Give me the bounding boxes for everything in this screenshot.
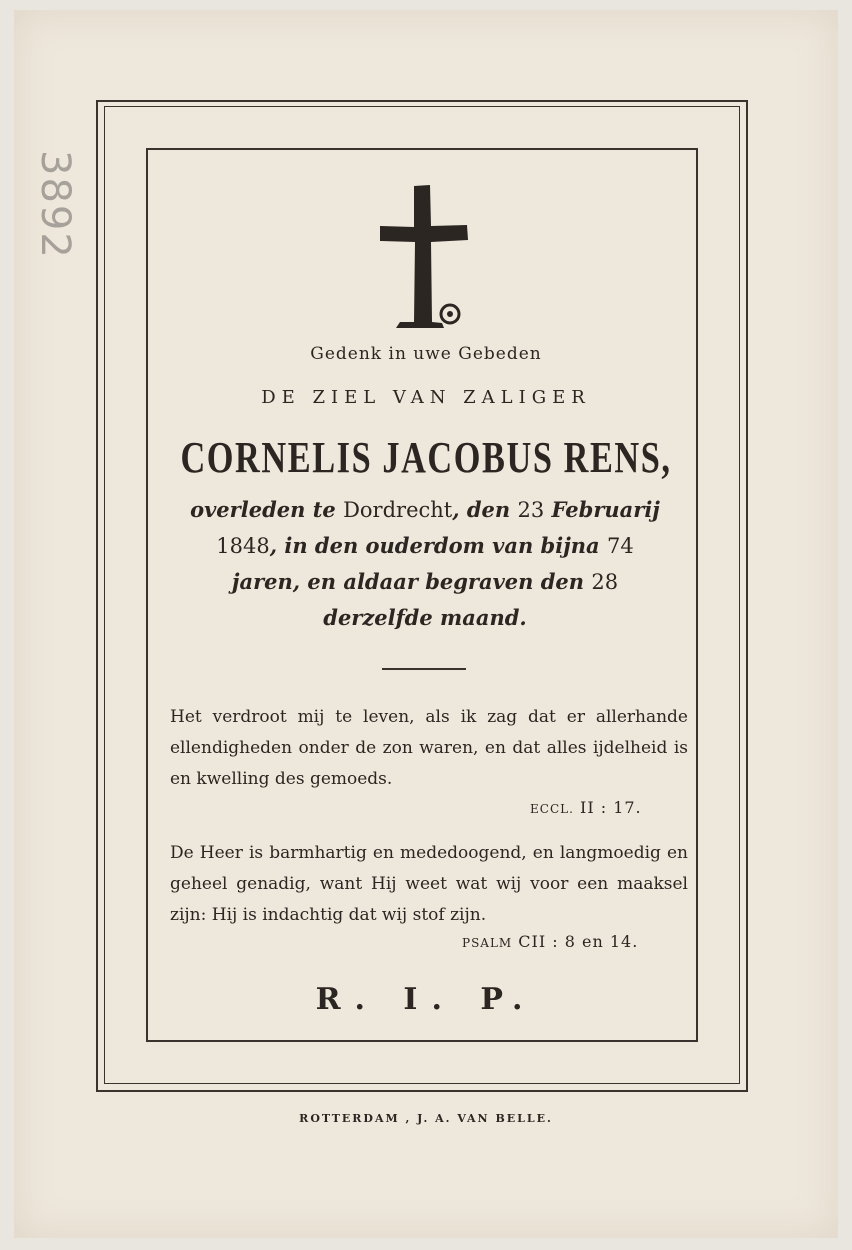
bio-row-3: jaren, en aldaar begraven den 28	[231, 569, 619, 594]
printer-imprint: ROTTERDAM , J. A. VAN BELLE.	[299, 1112, 553, 1125]
bio-row-4: derzelfde maand.	[323, 605, 527, 630]
rip-inscription: R. I. P.	[315, 982, 537, 1017]
cross-icon	[378, 182, 470, 330]
handwritten-annotation: 3892	[32, 150, 78, 260]
verse2-reference: PSALM CII : 8 en 14.	[462, 932, 639, 951]
deceased-name: CORNELIS JACOBUS RENS,	[180, 433, 672, 482]
verse-psalm: De Heer is barmhartig en mededoogend, en langmoedig en geheel genadig, want Hij weet wat wij voor een maaksel zijn: Hij is indachtig dat wij stof zijn.	[170, 843, 688, 925]
verse1-reference: ECCL. II : 17.	[530, 798, 642, 817]
bio-row-1: overleden te Dordrecht, den 23 Februarij	[190, 497, 660, 522]
divider	[382, 668, 466, 670]
biography	[160, 492, 690, 636]
verse-ecclesiastes: Het verdroot mij te leven, als ik zag dat er allerhande ellendigheden onder de zon waren, en dat alles ijdelheid is en kwelling des gemoeds.	[170, 707, 688, 789]
soul-line: DE ZIEL VAN ZALIGER	[261, 387, 591, 408]
bio-row-2: 1848, in den ouderdom van bijna 74	[216, 533, 634, 558]
remember-line: Gedenk in uwe Gebeden	[310, 344, 542, 364]
